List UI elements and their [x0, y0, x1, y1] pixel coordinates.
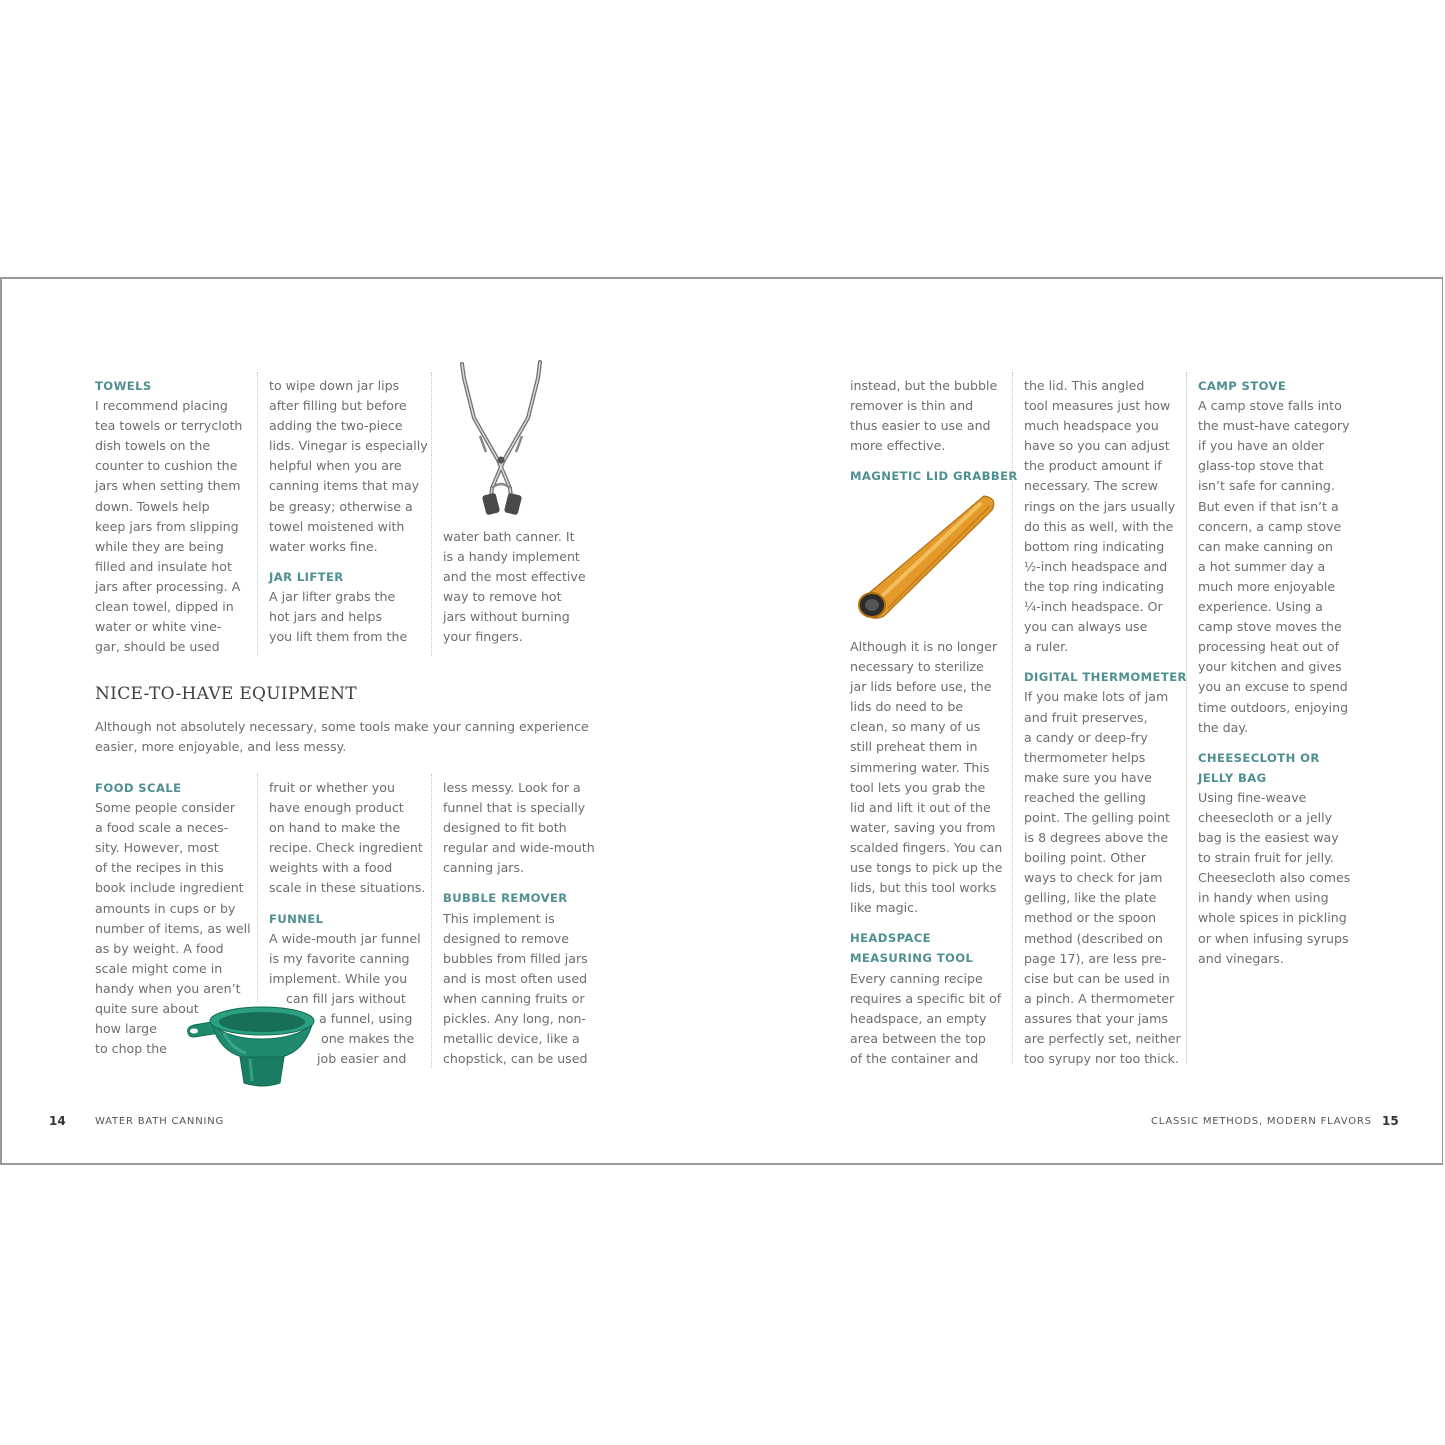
- body-line: A jar lifter grabs the: [269, 588, 396, 604]
- intro-line: easier, more enjoyable, and less messy.: [95, 739, 347, 755]
- body-line: method (described on: [1024, 930, 1163, 946]
- body-line: towel moistened with: [269, 518, 405, 534]
- body-line: the day.: [1198, 719, 1249, 735]
- body-line: the top ring indicating: [1024, 578, 1164, 594]
- column-bubble-remover: [443, 778, 603, 1069]
- body-line: still preheat them in: [850, 739, 978, 755]
- body-line: lid and lift it out of the: [850, 799, 991, 815]
- page-number-left: 14: [49, 1114, 66, 1128]
- body-line: pickles. Any long, non-: [443, 1011, 586, 1027]
- body-line: to chop the: [95, 1041, 167, 1057]
- body-line: to strain fruit for jelly.: [1198, 850, 1334, 866]
- lid-grabber-illustration: [852, 490, 1000, 622]
- body-line: whole spices in pickling: [1198, 910, 1347, 926]
- column-lid-grabber-body: [850, 637, 1005, 1069]
- body-line: scale might come in: [95, 960, 223, 976]
- body-line: jars after processing. A: [95, 578, 241, 594]
- body-line: weights with a food: [269, 860, 393, 876]
- body-line: scalded fingers. You can: [850, 839, 1003, 855]
- body-line: a funnel, using: [319, 1011, 413, 1027]
- body-line: have enough product: [269, 800, 404, 816]
- body-line: cise but can be used in: [1024, 970, 1170, 986]
- body-line: if you have an older: [1198, 438, 1324, 454]
- subheading: FOOD SCALE: [95, 781, 182, 795]
- body-line: one makes the: [321, 1031, 415, 1047]
- subheading: CHEESECLOTH OR: [1198, 750, 1320, 765]
- body-line: too syrupy nor too thick.: [1024, 1051, 1179, 1067]
- body-line: Cheesecloth also comes: [1198, 870, 1351, 886]
- body-line: or when infusing syrups: [1198, 930, 1349, 946]
- body-line: cheesecloth or a jelly: [1198, 809, 1333, 825]
- body-line: rings on the jars usually: [1024, 498, 1176, 514]
- body-line: tea towels or terrycloth: [95, 418, 243, 434]
- body-line: tool lets you grab the: [850, 779, 986, 795]
- body-line: A camp stove falls into: [1198, 398, 1342, 414]
- subheading: CAMP STOVE: [1198, 379, 1287, 393]
- body-line: camp stove moves the: [1198, 619, 1342, 635]
- body-line: more effective.: [850, 438, 946, 454]
- body-line: the must-have category: [1198, 418, 1350, 434]
- body-line: isn’t safe for canning.: [1198, 478, 1335, 494]
- body-line: ¼-inch headspace. Or: [1024, 599, 1163, 615]
- subheading: BUBBLE REMOVER: [443, 891, 568, 906]
- magnetic-lid-grabber-icon: [852, 490, 1000, 622]
- column-divider: [431, 774, 432, 1068]
- jar-lifter-icon: [452, 356, 552, 522]
- body-line: you an excuse to spend: [1198, 679, 1348, 695]
- body-line: canning items that may: [269, 478, 420, 494]
- body-line: lids, but this tool works: [850, 880, 997, 896]
- section-intro: [95, 717, 589, 757]
- body-line: are perfectly set, neither: [1024, 1031, 1181, 1046]
- column-towels: [95, 376, 245, 657]
- column-jar-lifter: [269, 376, 429, 647]
- body-line: of the recipes in this: [95, 860, 224, 876]
- body-line: your kitchen and gives: [1198, 659, 1342, 675]
- body-line: while they are being: [95, 538, 224, 554]
- body-line: I recommend placing: [95, 398, 228, 414]
- body-line: and vinegars.: [1198, 950, 1284, 966]
- body-line: can fill jars without: [286, 990, 406, 1006]
- funnel-icon: [184, 1003, 320, 1089]
- body-line: recipe. Check ingredient: [269, 840, 423, 856]
- body-line: in handy when using: [1198, 890, 1329, 906]
- body-line: Some people consider: [95, 800, 236, 816]
- subheading: TOWELS: [95, 379, 152, 393]
- paragraph-gap: [1024, 657, 1179, 667]
- body-line: and fruit preserves,: [1024, 709, 1148, 725]
- body-line: your fingers.: [443, 629, 523, 645]
- paragraph-gap: [850, 456, 1005, 466]
- body-line: is 8 degrees above the: [1024, 830, 1169, 846]
- body-line: you can always use: [1024, 619, 1148, 635]
- column-jar-lifter-cont: [443, 527, 593, 648]
- body-line: water, saving you from: [850, 819, 996, 835]
- column-divider: [431, 372, 432, 656]
- body-line: Using fine-weave: [1198, 789, 1307, 805]
- body-line: the lid. This angled: [1024, 378, 1145, 393]
- subheading: JAR LIFTER: [269, 569, 344, 584]
- body-line: remover is thin and: [850, 398, 974, 414]
- body-line: boiling point. Other: [1024, 850, 1147, 866]
- body-line: way to remove hot: [443, 589, 562, 605]
- body-line: page 17), are less pre-: [1024, 950, 1167, 966]
- subheading: DIGITAL THERMOMETER: [1024, 670, 1187, 685]
- body-line: point. The gelling point: [1024, 809, 1170, 825]
- body-line: experience. Using a: [1198, 599, 1323, 615]
- body-line: area between the top: [850, 1030, 986, 1046]
- body-line: glass-top stove that: [1198, 458, 1324, 474]
- body-line: gelling, like the plate: [1024, 890, 1157, 906]
- body-line: is a handy implement: [443, 549, 580, 565]
- body-line: fruit or whether you: [269, 780, 395, 795]
- body-line: water or white vine-: [95, 619, 222, 635]
- section-title: NICE-TO-HAVE EQUIPMENT: [95, 684, 357, 704]
- body-line: quite sure about: [95, 1001, 199, 1017]
- body-line: hot jars and helps: [269, 609, 383, 625]
- body-line: to wipe down jar lips: [269, 378, 400, 393]
- body-line: simmering water. This: [850, 759, 990, 775]
- intro-line: Although not absolutely necessary, some tools make your canning experience: [95, 719, 589, 734]
- funnel-illustration: [184, 1003, 320, 1089]
- body-line: when canning fruits or: [443, 990, 585, 1006]
- body-line: down. Towels help: [95, 498, 210, 514]
- body-line: like magic.: [850, 900, 918, 916]
- body-line: water works fine.: [269, 538, 378, 554]
- body-line: bubbles from filled jars: [443, 950, 588, 966]
- body-line: can make canning on: [1198, 538, 1333, 554]
- body-line: handy when you aren’t: [95, 980, 241, 996]
- column-divider: [1012, 372, 1013, 1064]
- body-line: jars when setting them: [95, 478, 241, 494]
- body-line: instead, but the bubble: [850, 378, 998, 393]
- running-head-left: WATER BATH CANNING: [95, 1116, 225, 1127]
- body-line: a ruler.: [1024, 639, 1069, 655]
- body-line: be greasy; otherwise a: [269, 498, 413, 514]
- body-line: designed to fit both: [443, 820, 567, 836]
- body-line: clean, so many of us: [850, 719, 981, 735]
- paragraph-gap: [1198, 738, 1358, 748]
- body-line: a pinch. A thermometer: [1024, 990, 1175, 1006]
- column-lid-grabber-top: [850, 376, 1018, 486]
- body-line: headspace, an empty: [850, 1010, 987, 1026]
- body-line: ways to check for jam: [1024, 870, 1163, 886]
- body-line: regular and wide-mouth: [443, 840, 595, 856]
- body-line: water bath canner. It: [443, 529, 575, 544]
- body-line: processing heat out of: [1198, 639, 1340, 655]
- body-line: you lift them from the: [269, 629, 408, 645]
- body-line: dish towels on the: [95, 438, 211, 454]
- body-line: necessary. The screw: [1024, 478, 1158, 494]
- paragraph-gap: [269, 557, 429, 567]
- body-line: much more enjoyable: [1198, 578, 1336, 594]
- body-line: lids. Vinegar is especially: [269, 438, 428, 454]
- body-line: ½-inch headspace and: [1024, 558, 1168, 574]
- body-line: use tongs to pick up the: [850, 860, 1003, 876]
- body-line: how large: [95, 1021, 157, 1037]
- body-line: method or the spoon: [1024, 910, 1157, 926]
- body-line: But even if that isn’t a: [1198, 498, 1339, 514]
- body-line: assures that your jams: [1024, 1010, 1168, 1026]
- body-line: designed to remove: [443, 930, 569, 946]
- body-line: Every canning recipe: [850, 970, 983, 986]
- body-line: make sure you have: [1024, 769, 1152, 785]
- body-line: is my favorite canning: [269, 950, 410, 966]
- body-line: filled and insulate hot: [95, 558, 232, 574]
- body-line: the product amount if: [1024, 458, 1162, 474]
- body-line: reached the gelling: [1024, 789, 1146, 805]
- jar-lifter-illustration: [452, 356, 552, 522]
- body-line: chopstick, can be used: [443, 1051, 588, 1067]
- paragraph-gap: [850, 918, 1005, 928]
- subheading: MEASURING TOOL: [850, 951, 974, 966]
- body-line: This implement is: [443, 910, 555, 926]
- paragraph-gap: [443, 878, 603, 888]
- subheading: HEADSPACE: [850, 931, 932, 946]
- body-line: thermometer helps: [1024, 749, 1146, 765]
- body-line: counter to cushion the: [95, 458, 238, 474]
- body-line: have so you can adjust: [1024, 438, 1170, 454]
- body-line: jar lids before use, the: [850, 679, 992, 695]
- body-line: gar, should be used: [95, 639, 220, 655]
- body-line: on hand to make the: [269, 820, 401, 836]
- body-line: bag is the easiest way: [1198, 830, 1339, 846]
- body-line: number of items, as well: [95, 920, 251, 936]
- column-divider: [257, 774, 258, 1002]
- body-line: less messy. Look for a: [443, 780, 581, 795]
- body-line: jars without burning: [443, 609, 570, 625]
- subheading: JELLY BAG: [1198, 770, 1267, 785]
- body-line: do this as well, with the: [1024, 518, 1174, 534]
- body-line: clean towel, dipped in: [95, 599, 234, 615]
- body-line: and the most effective: [443, 569, 586, 585]
- body-line: bottom ring indicating: [1024, 538, 1165, 554]
- body-line: keep jars from slipping: [95, 518, 239, 534]
- body-line: sity. However, most: [95, 840, 219, 856]
- body-line: adding the two-piece: [269, 418, 403, 434]
- body-line: scale in these situations.: [269, 880, 426, 896]
- column-divider: [1186, 372, 1187, 1064]
- body-line: Although it is no longer: [850, 639, 997, 654]
- running-head-right: CLASSIC METHODS, MODERN FLAVORS: [1151, 1116, 1372, 1127]
- body-line: funnel that is specially: [443, 800, 586, 816]
- body-line: job easier and: [317, 1051, 407, 1067]
- paragraph-gap: [269, 899, 429, 909]
- column-digital-thermometer: [1024, 376, 1187, 1069]
- body-line: after filling but before: [269, 398, 407, 414]
- body-line: metallic device, like a: [443, 1031, 580, 1047]
- body-line: much headspace you: [1024, 418, 1159, 434]
- page-number-right: 15: [1382, 1114, 1399, 1128]
- body-line: thus easier to use and: [850, 418, 991, 434]
- body-line: helpful when you are: [269, 458, 402, 474]
- body-line: and is most often used: [443, 970, 588, 986]
- column-divider: [257, 372, 258, 656]
- body-line: implement. While you: [269, 970, 408, 986]
- body-line: concern, a camp stove: [1198, 518, 1342, 534]
- body-line: a food scale a neces-: [95, 820, 229, 836]
- body-line: lids do need to be: [850, 699, 964, 715]
- body-line: If you make lots of jam: [1024, 689, 1169, 705]
- body-line: necessary to sterilize: [850, 659, 984, 675]
- body-line: requires a specific bit of: [850, 990, 1002, 1006]
- body-line: canning jars.: [443, 860, 525, 876]
- body-line: time outdoors, enjoying: [1198, 699, 1349, 715]
- body-line: A wide-mouth jar funnel: [269, 930, 421, 946]
- body-line: amounts in cups or by: [95, 900, 236, 916]
- body-line: a hot summer day a: [1198, 558, 1326, 574]
- body-line: as by weight. A food: [95, 940, 224, 956]
- column-camp-stove: [1198, 376, 1358, 969]
- body-line: of the container and: [850, 1050, 979, 1066]
- body-line: a candy or deep-fry: [1024, 729, 1148, 745]
- subheading: FUNNEL: [269, 911, 324, 926]
- body-line: book include ingredient: [95, 880, 244, 896]
- subheading: MAGNETIC LID GRABBER: [850, 469, 1018, 484]
- body-line: tool measures just how: [1024, 398, 1171, 414]
